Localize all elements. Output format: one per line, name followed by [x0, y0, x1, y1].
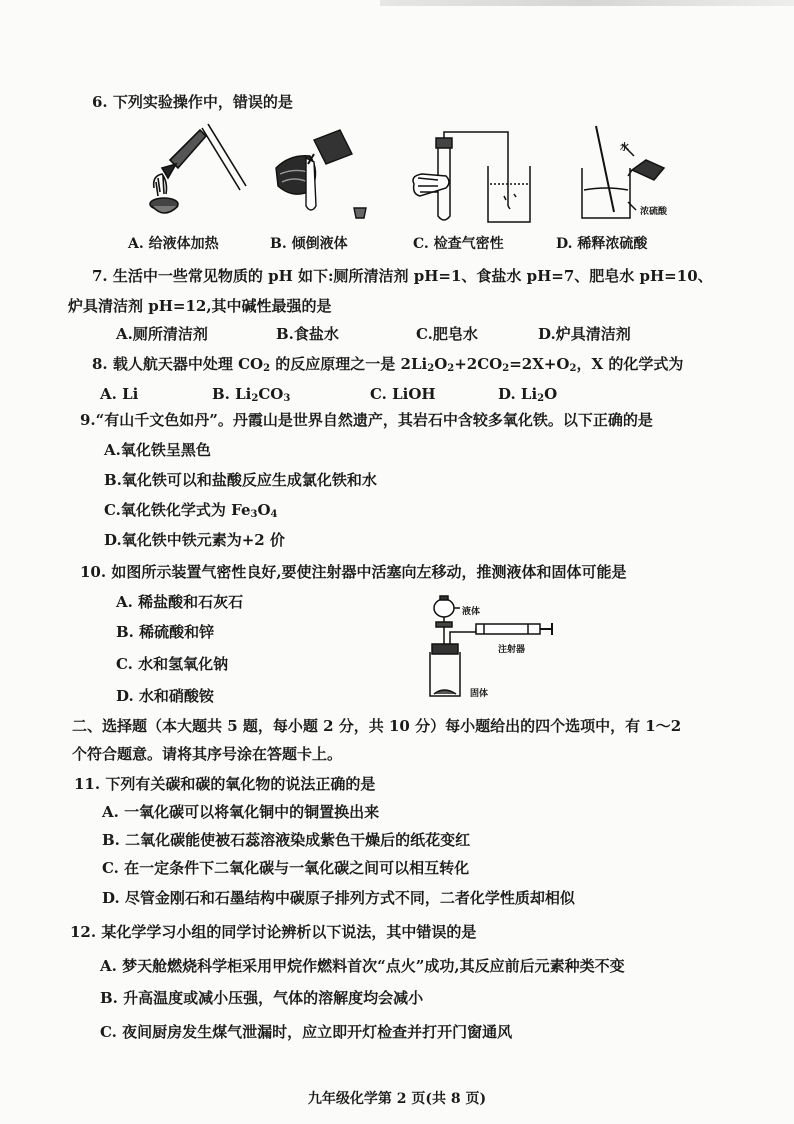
q12-option-a: A. 梦天舱燃烧科学柜采用甲烷作燃料首次“点火”成功,其反应前后元素种类不变 [100, 957, 625, 975]
q8-option-c: C. LiOH [370, 385, 436, 403]
q7-stem-line1: 7. 生活中一些常见物质的 pH 如下:厕所清洁剂 pH=1、食盐水 pH=7、肥皂水 pH=10、 [92, 267, 713, 285]
q8-stem: 8. 载人航天器中处理 $CO_2$ 的反应原理之一是 $2Li_2O_2+2CO_2=2X+O_2$，X 的化学式为 [92, 355, 684, 374]
q10-option-c: C. 水和氢氧化钠 [116, 655, 229, 673]
q7-option-b: B.食盐水 [276, 325, 339, 343]
label-conc-acid: 浓硫酸 [640, 207, 668, 217]
q6-option-c: C. 检查气密性 [413, 236, 504, 252]
fig-pouring-liquid [270, 124, 380, 224]
q11-option-d: D. 尽管金刚石和石墨结构中碳原子排列方式不同，二者化学性质却相似 [102, 889, 575, 907]
label-solid: 固体 [470, 689, 489, 699]
q9-option-b: B.氧化铁可以和盐酸反应生成氯化铁和水 [104, 471, 377, 489]
q8-option-b: B. $Li_2CO_3$ [212, 385, 291, 404]
q8-option-d: D. $Li_2O$ [498, 385, 558, 404]
q7-option-a: A.厕所清洁剂 [116, 325, 208, 343]
label-syringe: 注射器 [498, 645, 526, 655]
q9-option-d: D.氧化铁中铁元素为+2 价 [104, 531, 285, 549]
label-liquid: 液体 [462, 607, 481, 617]
q10-option-b: B. 稀硫酸和锌 [116, 623, 215, 641]
q12-option-c: C. 夜间厨房发生煤气泄漏时，应立即开灯检查并打开门窗通风 [100, 1023, 513, 1041]
q9-option-a: A.氧化铁呈黑色 [104, 441, 211, 459]
q6-option-b: B. 倾倒液体 [270, 236, 348, 252]
q12-option-b: B. 升高温度或减小压强，气体的溶解度均会减小 [100, 989, 424, 1007]
q10-option-d: D. 水和硝酸铵 [116, 687, 214, 705]
q11-option-b: B. 二氧化碳能使被石蕊溶液染成紫色干燥后的纸花变红 [102, 831, 471, 849]
q6-option-d: D. 稀释浓硫酸 [556, 236, 648, 252]
q7-option-d: D.炉具清洁剂 [538, 325, 631, 343]
section2-heading-line2: 个符合题意。请将其序号涂在答题卡上。 [72, 745, 343, 763]
q9-option-c: C.氧化铁化学式为 $Fe_3O_4$ [104, 501, 278, 520]
label-water: 水 [620, 143, 630, 153]
fig-heating-liquid [140, 118, 252, 224]
q6-option-a: A. 给液体加热 [128, 236, 219, 252]
q10-stem: 10. 如图所示装置气密性良好,要使注射器中活塞向左移动，推测液体和固体可能是 [80, 563, 627, 581]
q11-stem: 11. 下列有关碳和碳的氧化物的说法正确的是 [74, 775, 376, 793]
q7-option-c: C.肥皂水 [416, 325, 478, 343]
q8-option-a: A. Li [100, 385, 139, 403]
scan-edge [380, 0, 794, 6]
q10-option-a: A. 稀盐酸和石灰石 [116, 593, 244, 611]
q7-stem-line2: 炉具清洁剂 pH=12,其中碱性最强的是 [68, 297, 332, 315]
page-footer: 九年级化学第 2 页(共 8 页) [307, 1091, 487, 1107]
q11-option-a: A. 一氧化碳可以将氧化铜中的铜置换出来 [102, 803, 380, 821]
q11-option-c: C. 在一定条件下二氧化碳与一氧化碳之间可以相互转化 [102, 859, 470, 877]
section2-heading-line1: 二、选择题（本大题共 5 题，每小题 2 分，共 10 分）每小题给出的四个选项中，有 1～2 [72, 717, 682, 735]
fig-airtightness-check [408, 126, 538, 226]
q12-stem: 12. 某化学学习小组的同学讨论辨析以下说法，其中错误的是 [70, 923, 477, 941]
q6-stem: 6. 下列实验操作中，错误的是 [92, 93, 293, 111]
q9-stem: 9.“有山千文色如丹”。丹霞山是世界自然遗产，其岩石中含较多氧化铁。以下正确的是 [80, 411, 653, 429]
